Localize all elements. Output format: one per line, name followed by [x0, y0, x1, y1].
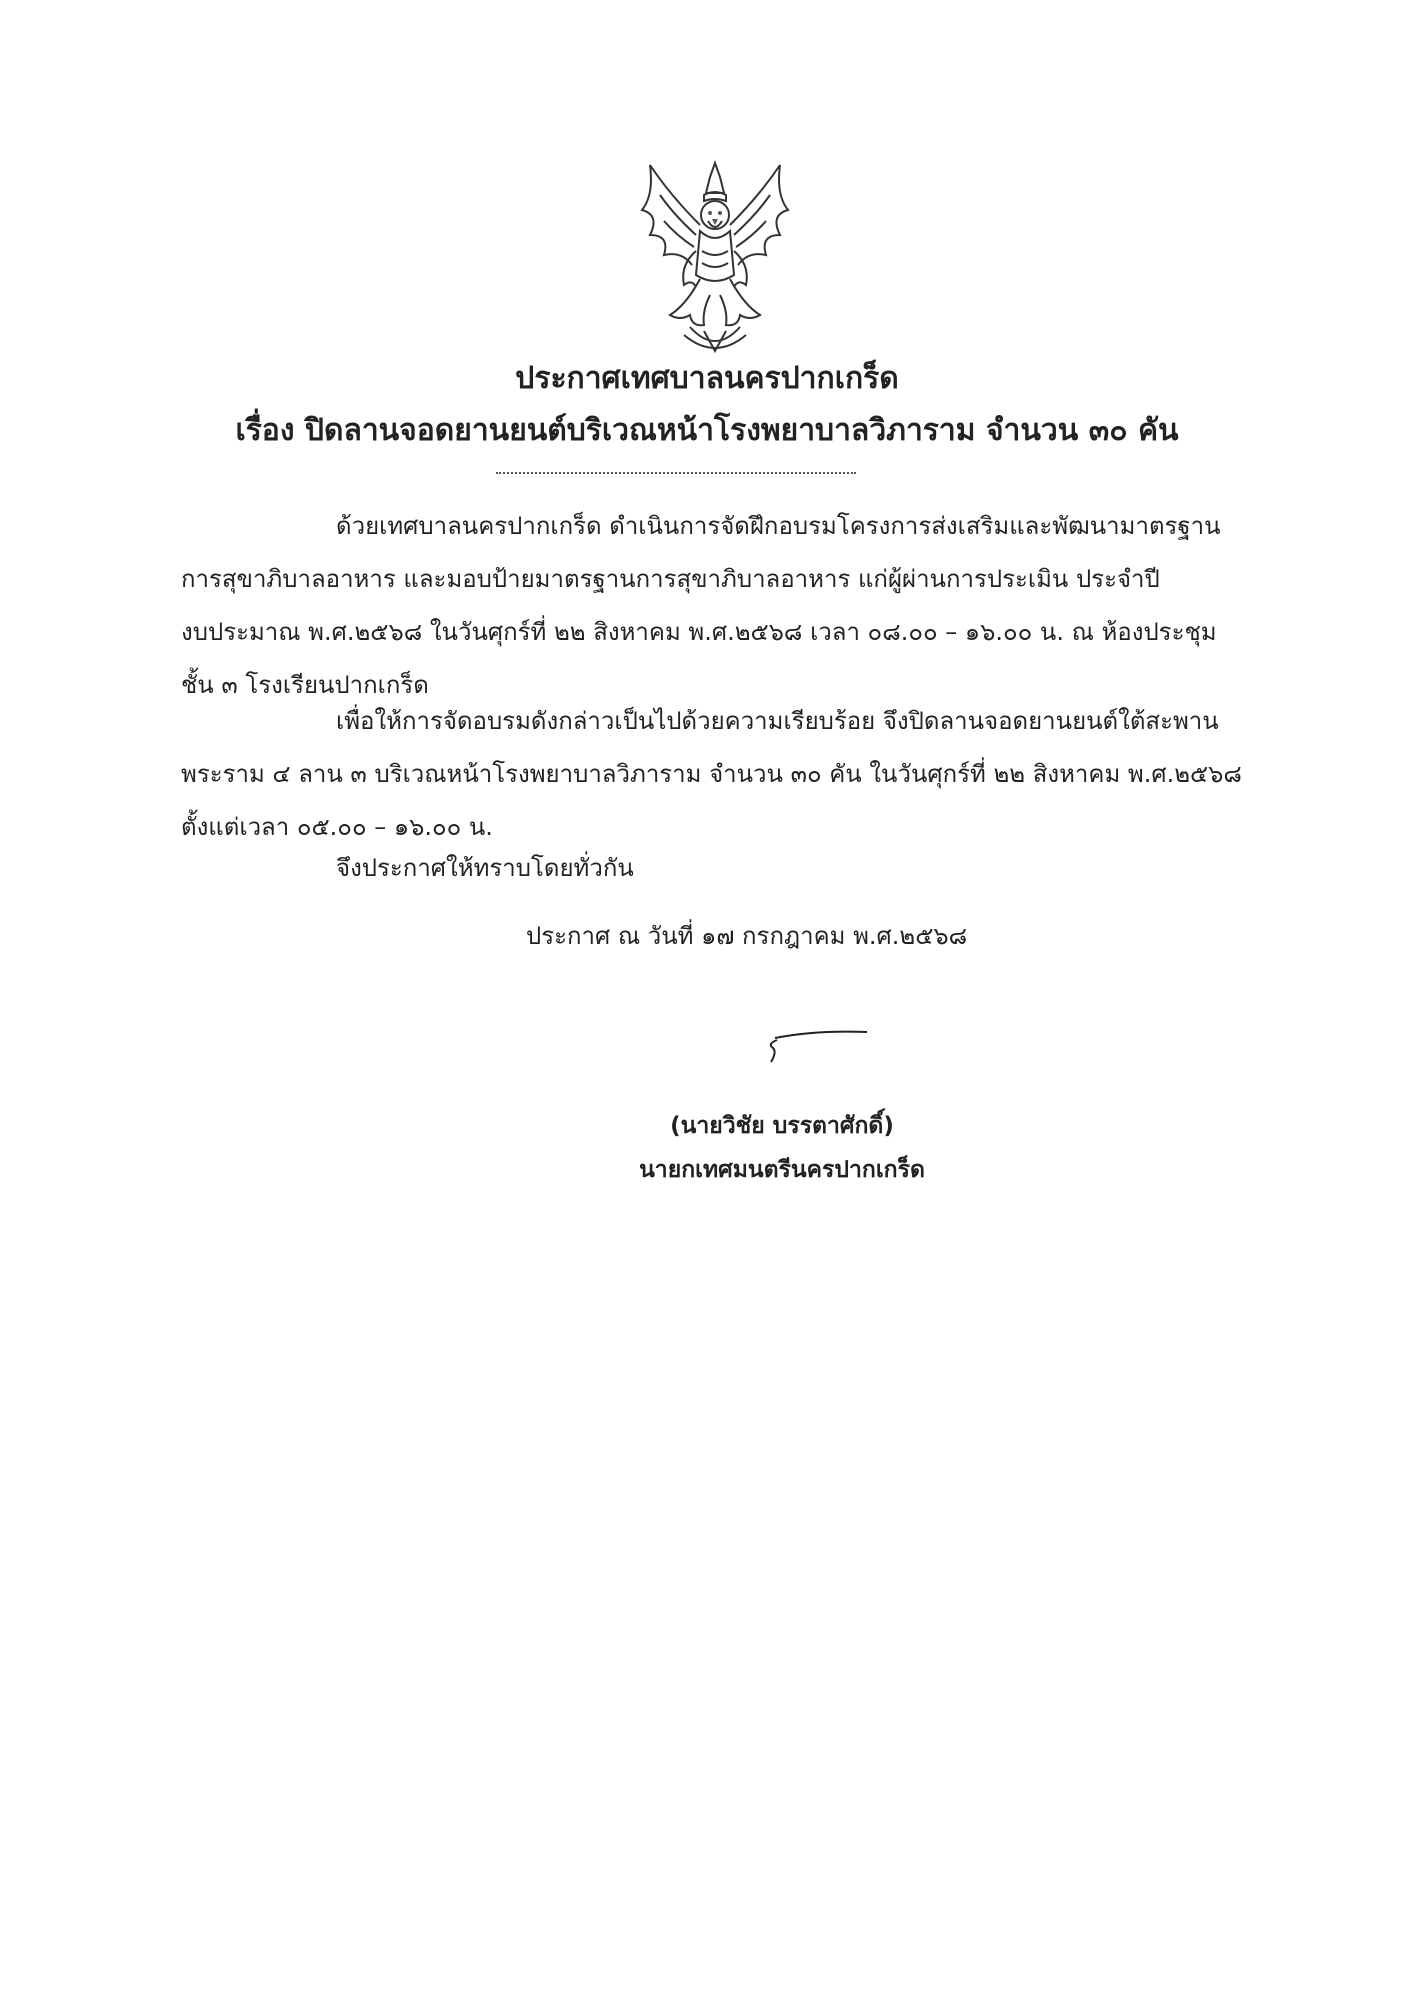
paragraph-line: ตั้งแต่เวลา ๐๕.๐๐ – ๑๖.๐๐ น.: [181, 813, 493, 841]
garuda-emblem-icon: [630, 155, 800, 355]
paragraph-line: เพื่อให้การจัดอบรมดังกล่าวเป็นไปด้วยความเรียบร้อย จึงปิดลานจอดยานยนต์ใต้สะพาน: [336, 707, 1219, 735]
signer-name: (นายวิชัย บรรตาศักดิ์): [670, 1113, 894, 1139]
signer-position: นายกเทศมนตรีนครปากเกร็ด: [639, 1157, 925, 1183]
body-paragraph-1: [181, 500, 1281, 712]
paragraph-line: ชั้น ๓ โรงเรียนปากเกร็ด: [181, 671, 429, 699]
body-paragraph-2: [181, 695, 1281, 854]
paragraph-line: พระราม ๔ ลาน ๓ บริเวณหน้าโรงพยาบาลวิภาราม จำนวน ๓๐ คัน ในวันศุกร์ที่ ๒๒ สิงหาคม พ.ศ.๒๕๖๘: [181, 760, 1242, 788]
paragraph-line: การสุขาภิบาลอาหาร และมอบป้ายมาตรฐานการสุขาภิบาลอาหาร แก่ผู้ผ่านการประเมิน ประจำปี: [181, 565, 1160, 593]
signature-icon: [755, 1018, 875, 1078]
dotted-separator: [496, 472, 856, 474]
closing-statement: จึงประกาศให้ทราบโดยทั่วกัน: [336, 854, 634, 882]
announcement-date: ประกาศ ณ วันที่ ๑๗ กรกฎาคม พ.ศ.๒๕๖๘: [526, 922, 968, 950]
announcement-subject: เรื่อง ปิดลานจอดยานยนต์บริเวณหน้าโรงพยาบาลวิภาราม จำนวน ๓๐ คัน: [235, 413, 1179, 448]
announcement-title: ประกาศเทศบาลนครปากเกร็ด: [515, 361, 899, 396]
paragraph-line: ด้วยเทศบาลนครปากเกร็ด ดำเนินการจัดฝึกอบรมโครงการส่งเสริมและพัฒนามาตรฐาน: [336, 512, 1221, 540]
paragraph-line: งบประมาณ พ.ศ.๒๕๖๘ ในวันศุกร์ที่ ๒๒ สิงหาคม พ.ศ.๒๕๖๘ เวลา ๐๘.๐๐ – ๑๖.๐๐ น. ณ ห้องประชุม: [181, 618, 1217, 646]
